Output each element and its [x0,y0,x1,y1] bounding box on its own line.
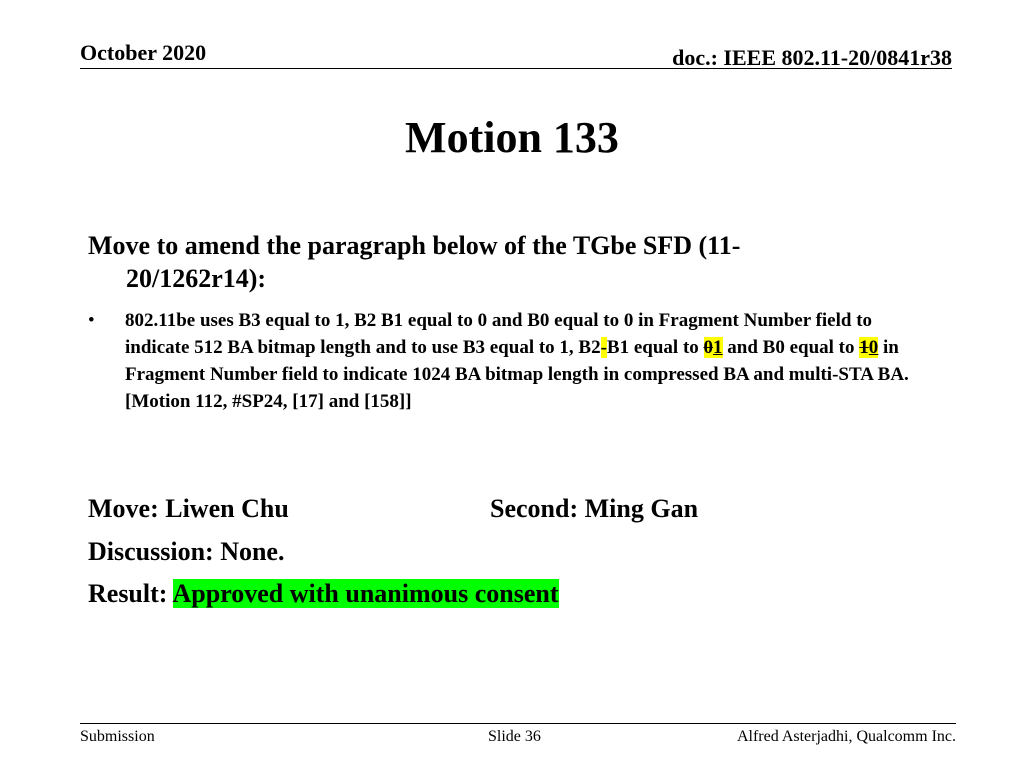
header-date: October 2020 [80,40,207,65]
footer-divider [80,723,956,724]
deleted-value-1: 0 [703,337,714,358]
bullet-text-part4: in Fragment Number field to indicate 1024 BA bitmap length in compressed BA and multi-STA BA. [Motion 112, #SP24, [17] and [158]] [125,337,909,412]
mover: Move: Liwen Chu [88,494,289,523]
motion-intro: Move to amend the paragraph below of the TGbe SFD (11-20/1262r14): [88,231,741,293]
slide-title: Motion 133 [405,113,619,162]
bullet-text-part3: and B0 equal to [722,337,860,358]
highlighted-dash: - [600,337,607,358]
result-label: Result: [88,579,173,608]
header-doc-id: doc.: IEEE 802.11-20/0841r38 [672,45,952,70]
discussion: Discussion: None. [88,537,285,566]
footer-slide-number: Slide 36 [488,728,541,745]
inserted-value-1: 1 [713,337,723,358]
bullet-text-part1: 802.11be uses B3 equal to 1, B2 B1 equal to 0 and B0 equal to 0 in Fragment Number field to indicate 512 BA bitmap length and to use B3 equal to 1, B2 [125,310,873,358]
bullet-text [125,307,938,415]
deleted-value-2: 1 [859,337,869,358]
footer-author: Alfred Asterjadhi, Qualcomm Inc. [736,728,956,745]
bullet-item [88,307,938,415]
header-divider [80,68,952,69]
result-value: Approved with unanimous consent [172,579,559,608]
bullet-icon: • [88,310,95,331]
seconder: Second: Ming Gan [490,494,699,523]
result [88,579,559,609]
inserted-value-2: 0 [868,337,879,358]
bullet-text-part2: B1 equal to [606,337,704,358]
footer-submission: Submission [80,728,155,745]
